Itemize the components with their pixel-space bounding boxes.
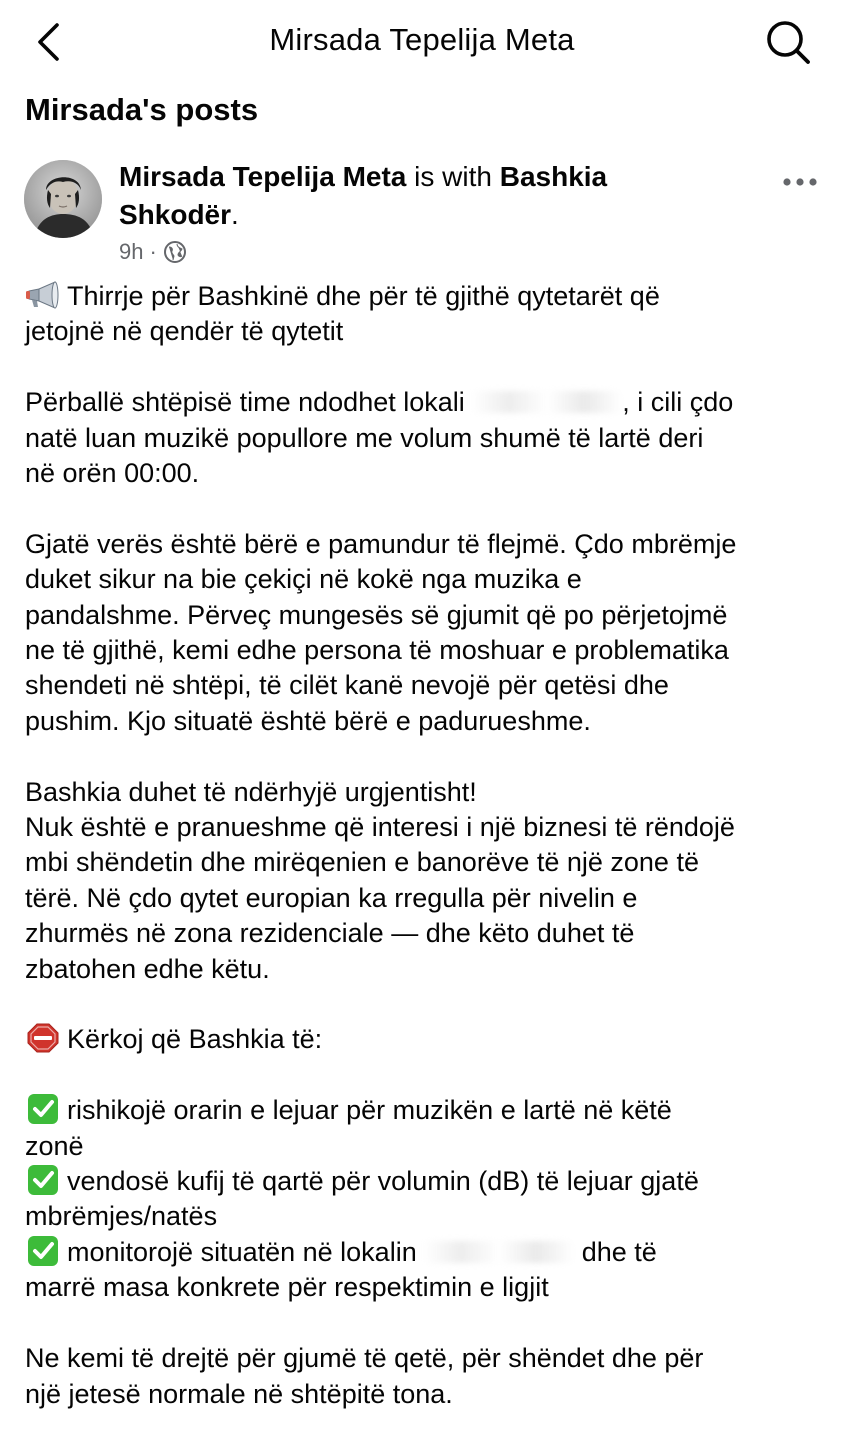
text-line — [25, 385, 825, 420]
text-line: mbrëmjes/natës — [25, 1201, 218, 1232]
search-icon — [764, 18, 812, 66]
text-line: natë luan muzikë popullore me volum shumë të lartë deri — [25, 422, 704, 453]
text-line: tërë. Në çdo qytet europian ka rregulla për nivelin e — [25, 882, 638, 913]
more-horizontal-icon — [782, 177, 818, 187]
top-bar — [0, 0, 844, 84]
text-line-content: monitorojë situatën në lokalin — [67, 1236, 417, 1267]
text-line: zbatohen edhe këtu. — [25, 953, 270, 984]
paragraph-location — [25, 385, 825, 491]
text-line: shendeti në shtëpi, të cilët kanë nevojë për qetësi dhe — [25, 670, 669, 701]
paragraph-summer — [25, 527, 825, 739]
check-mark-icon — [25, 1236, 61, 1266]
text-line: duket sikur na bie çekiçi në kokë nga muzika e — [25, 564, 582, 595]
text-line-content: Thirrje për Bashkinë dhe për të gjithë qytetarët që — [67, 281, 660, 311]
profile-photo — [24, 160, 102, 238]
megaphone-icon — [25, 280, 61, 310]
redacted-venue-name — [472, 391, 622, 413]
back-button[interactable] — [26, 20, 70, 64]
with-text: is with — [414, 161, 492, 192]
paragraph-requests-list — [25, 1093, 825, 1305]
text-line — [25, 1093, 825, 1128]
redacted-venue-name — [424, 1241, 574, 1263]
text-line-content: dhe të — [581, 1236, 657, 1267]
text-line — [25, 279, 825, 314]
text-line: Nuk është e pranueshme që interesi i një biznesi të rëndojë — [25, 812, 735, 843]
paragraph-demand — [25, 775, 825, 987]
text-line-content: vendosë kufij të qartë për volumin (dB) të lejuar gjatë — [67, 1166, 699, 1197]
globe-icon — [163, 240, 187, 264]
post-author-line — [119, 158, 719, 234]
paragraph-closing — [25, 1341, 825, 1412]
post-text — [25, 279, 825, 1447]
text-line: jetojnë në qendër të qytetit — [25, 316, 344, 347]
text-line: zhurmës në zona rezidenciale — dhe këto duhet të — [25, 918, 635, 949]
text-line: në orën 00:00. — [25, 458, 200, 489]
text-line-content: , i cili çdo — [622, 387, 734, 418]
text-line: Bashkia duhet të ndërhyjë urgjentisht! — [25, 776, 477, 807]
page-title: Mirsada Tepelija Meta — [269, 22, 575, 57]
text-line: marrë masa konkrete për respektimin e ligjit — [25, 1272, 549, 1303]
post-header — [0, 150, 844, 270]
text-line — [25, 1022, 825, 1057]
chevron-left-icon — [35, 22, 61, 62]
text-line: mbi shëndetin dhe mirëqenien e banorëve të një zone të — [25, 847, 699, 878]
stop-sign-icon — [25, 1023, 61, 1053]
period: . — [231, 199, 239, 230]
text-line-content: rishikojë orarin e lejuar për muzikën e lartë në këtë — [67, 1095, 672, 1126]
check-mark-icon — [25, 1165, 61, 1195]
check-mark-icon — [25, 1094, 61, 1124]
text-line — [25, 1235, 825, 1270]
separator-dot: · — [149, 239, 157, 264]
text-line: një jetesë normale në shtëpitë tona. — [25, 1378, 453, 1409]
post-meta — [119, 239, 187, 265]
section-title: Mirsada's posts — [25, 92, 259, 127]
tagged-page[interactable]: Bashkia Shkodër — [119, 161, 608, 230]
author-name[interactable]: Mirsada Tepelija Meta — [119, 161, 407, 192]
paragraph-intro — [25, 279, 825, 350]
text-line-content: Përballë shtëpisë time ndodhet lokali — [25, 387, 465, 418]
post-time[interactable]: 9h — [119, 239, 144, 264]
text-line: Gjatë verës është bërë e pamundur të flejmë. Çdo mbrëmje — [25, 528, 737, 559]
text-line: pandalshme. Përveç mungesës së gjumit që po përjetojmë — [25, 599, 728, 630]
text-line: ne të gjithë, kemi edhe persona të moshuar e problematika — [25, 635, 729, 666]
text-line: zonë — [25, 1130, 84, 1161]
search-button[interactable] — [762, 18, 814, 66]
text-line: pushim. Kjo situatë është bërë e padurueshme. — [25, 705, 591, 736]
more-options-button[interactable] — [778, 168, 822, 196]
text-line: Ne kemi të drejtë për gjumë të qetë, për shëndet dhe për — [25, 1343, 704, 1374]
text-line — [25, 1164, 825, 1199]
paragraph-request — [25, 1022, 825, 1057]
text-line-content: Kërkoj që Bashkia të: — [67, 1024, 323, 1055]
avatar[interactable] — [24, 160, 102, 238]
